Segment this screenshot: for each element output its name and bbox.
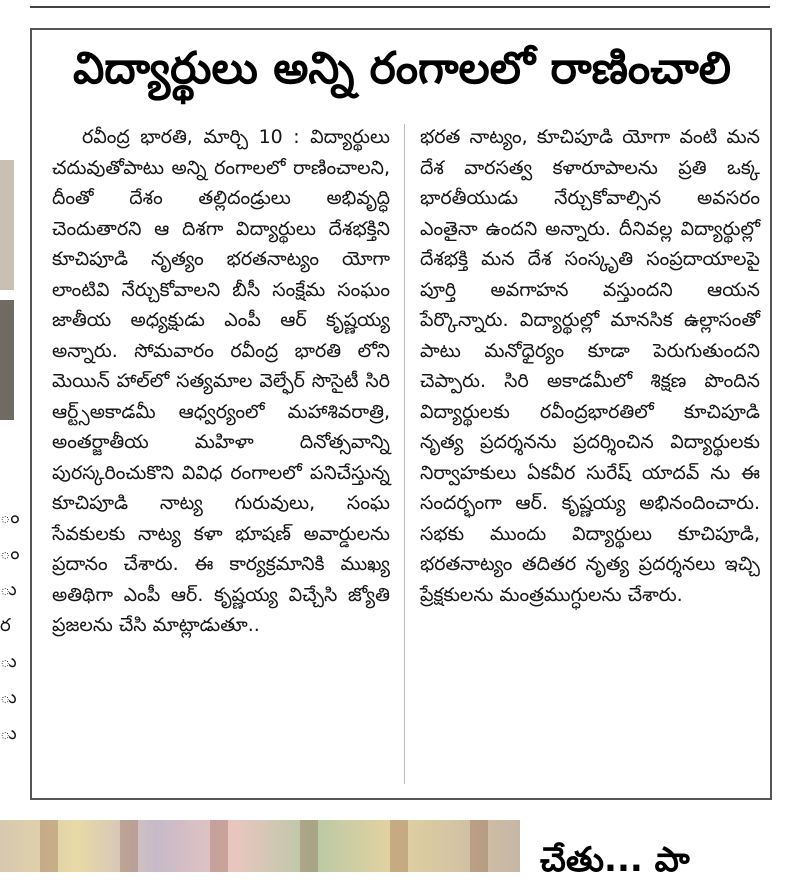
left-glyph: ు [0,651,17,672]
left-edge-photo [0,160,14,290]
article-column-right: భరత నాట్యం, కూచిపూడి యోగా వంటి మన దేశ వారసత్వ కళారూపాలను ప్రతి ఒక్క భారతీయుడు నేర్చుకోవాల్సిన అవసరం ఎంతైనా ఉందని అన్నారు. దీనివల్ల విద్యార్థుల్లో దేశభక్తి మన దేశ సంస్కృతి సంప్రదాయాలపై పూర్తి అవగాహన వస్తుందని ఆయన పేర్కొన్నారు. విద్యార్థుల్లో మానసిక ఉల్లాసంతో పాటు మనోధైర్యం కూడా పెరుగుతుందని చెప్పారు. సిరి అకాడమీలో శిక్షణ పొందిన విద్యార్థులకు రవీంద్రభారతిలో కూచిపూడి నృత్య ప్రదర్శనను ప్రదర్శించిన విద్యార్థులకు నిర్వాహకులు ఏకవీర సురేష్ యాదవ్ ను ఈ సందర్భంగా ఆర్. కృష్ణయ్య అభినందించారు. సభకు ముందు విద్యార్థులు కూచిపూడి, భరతనాట్యం తదితర నృత్య ప్రదర్శనలు ఇచ్చి ప్రేక్షకులను మంత్రముగ్ధులను చేశారు. [420,126,760,606]
top-rule [30,6,770,8]
left-edge-photo-dark [0,300,14,420]
left-glyph: ం [0,507,20,528]
left-edge-text [0,500,20,752]
next-article-headline: చేతు... పా [540,840,690,880]
article-headline: విద్యార్థులు అన్ని రంగాలలో రాణించాలి [72,43,732,94]
article-column-left: రవీంద్ర భారతి, మార్చి 10 : విద్యార్థులు చదువుతోపాటు అన్ని రంగాలలో రాణించాలని, దీంతో దేశం తల్లిదండ్రులు అభివృద్ధి చెందుతారని ఆ దిశగా విద్యార్థులు దేశభక్తిని కూచిపూడి నృత్యం భరతనాట్యం యోగా లాంటివి నేర్చుకోవాలని బీసీ సంక్షేమ సంఘం జాతీయ అధ్యక్షుడు ఎంపీ ఆర్ కృష్ణయ్య అన్నారు. సోమవారం రవీంద్ర భారతి లోని మెయిన్ హాల్‌లో సత్యమాల వెల్ఫేర్ సొసైటీ సిరి ఆర్ట్స్‌అకాడమీ ఆధ్వర్యంలో మహాశివరాత్రి, అంతర్జాతీయ మహిళా దినోత్సవాన్ని పురస్కరించుకొని వివిధ రంగాలలో పనిచేస్తున్న కూచిపూడి నాట్య గురువులు, సంఘ సేవకులకు నాట్య కళా భూషణ్ అవార్డులను ప్రదానం చేశారు. ఈ కార్యక్రమానికి ముఖ్య అతిథిగా ఎంపీ ఆర్. కృష్ణయ్య విచ్చేసి జ్యోతి ప్రజలను చేసి మాట్లాడుతూ.. [52,126,390,636]
bottom-photo [0,820,520,872]
left-glyph: ు [0,579,17,600]
left-glyph: ర [0,615,11,636]
left-glyph: ు [0,723,17,744]
left-glyph: ం [0,543,20,564]
left-glyph: ు [0,687,17,708]
left-page-edge [0,0,20,872]
column-divider [404,124,405,784]
